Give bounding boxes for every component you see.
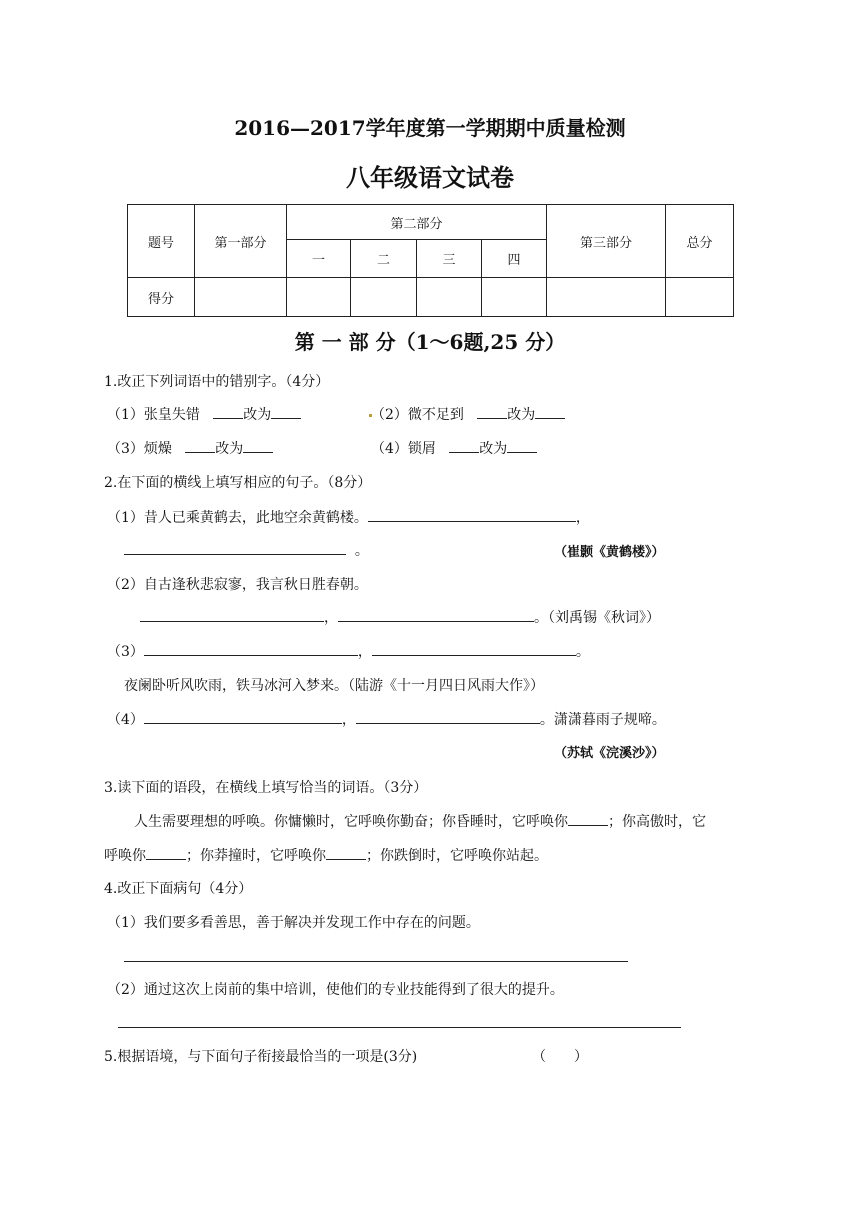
- score-cell-part1[interactable]: [195, 278, 287, 317]
- q2-poem-4: [107, 709, 666, 729]
- q2-poem-4-end: 。潇潇暮雨子规啼。: [539, 712, 666, 728]
- q2-poem-3: [107, 641, 590, 661]
- q1-item-3-mid: 改为: [215, 441, 244, 457]
- q2-blank-2b[interactable]: [338, 607, 534, 622]
- score-cell-sub3[interactable]: [417, 278, 482, 317]
- q2-poem-2-line2: [140, 607, 660, 627]
- score-cell-sub2[interactable]: [351, 278, 417, 317]
- q3-blank-2[interactable]: [146, 845, 186, 860]
- q3-text-e: ；你跌倒时，它呼唤你站起。: [366, 848, 548, 864]
- q1-item-4: [371, 438, 537, 458]
- exam-title: 2016—2017学年度第一学期期中质量检测: [234, 116, 626, 140]
- q1-blank-1a[interactable]: [213, 404, 243, 419]
- header-sub-4: 四: [482, 240, 547, 278]
- score-table: [127, 204, 734, 317]
- q2-blank-4b[interactable]: [356, 709, 540, 724]
- header-sub-3: 三: [417, 240, 482, 278]
- q3-text-c: 呼唤你: [104, 848, 146, 864]
- q1-blank-2b[interactable]: [535, 404, 565, 419]
- q2-poem-3-end: 。: [575, 644, 590, 660]
- section1-title: 第 一 部 分（1～6题,25 分）: [294, 330, 566, 354]
- q1-blank-3a[interactable]: [185, 438, 215, 453]
- q2-blank-2a[interactable]: [140, 607, 324, 622]
- q1-blank-4a[interactable]: [449, 438, 479, 453]
- q2-poem-2-end: 。（刘禹锡《秋词》）: [534, 610, 660, 626]
- q1-item-3-label: （3）烦燥: [107, 441, 172, 457]
- q2-poem-2-comma: ，: [324, 610, 338, 626]
- q1-item-2-mid: 改为: [507, 407, 536, 423]
- q3-stem: 3.读下面的语段，在横线上填写恰当的词语。（3分）: [104, 780, 428, 796]
- q5-stem: 5.根据语境，与下面句子衔接最恰当的一项是(3分): [104, 1049, 418, 1065]
- q3-blank-3[interactable]: [326, 845, 366, 860]
- header-part3: 第三部分: [547, 205, 666, 278]
- q1-item-1-label: （1）张皇失错: [107, 407, 200, 423]
- q1-item-4-mid: 改为: [479, 441, 508, 457]
- q5-answer-paren[interactable]: （ ）: [532, 1049, 588, 1065]
- header-sub-1: 一: [287, 240, 351, 278]
- score-cell-total[interactable]: [666, 278, 734, 317]
- score-cell-part3[interactable]: [547, 278, 666, 317]
- q1-item-3: [107, 438, 273, 458]
- q2-poem-3-label: （3）: [107, 644, 144, 660]
- q4-answer-line-1[interactable]: [124, 961, 628, 962]
- q2-stem: 2.在下面的横线上填写相应的句子。（8分）: [104, 475, 372, 491]
- q2-poem-2: （2）自古逢秋悲寂寥，我言秋日胜春朝。: [107, 577, 368, 593]
- header-question-no: 题号: [128, 205, 195, 278]
- header-total: 总分: [666, 205, 734, 278]
- q4-sentence-1: （1）我们要多看善思，善于解决并发现工作中存在的问题。: [107, 915, 480, 931]
- q1-stem: 1.改正下列词语中的错别字。（4分）: [104, 374, 330, 390]
- q1-blank-3b[interactable]: [243, 438, 273, 453]
- q3-text-a: 人生需要理想的呼唤。你慵懒时，它呼唤你勤奋；你昏睡时，它呼唤你: [134, 814, 568, 830]
- header-part2: 第二部分: [287, 205, 547, 240]
- q2-poem-1-source: （崔颢《黄鹤楼》）: [554, 545, 665, 560]
- q2-poem-1: [107, 507, 590, 527]
- q1-item-1: [107, 404, 301, 424]
- score-cell-sub1[interactable]: [287, 278, 351, 317]
- header-sub-2: 二: [351, 240, 417, 278]
- q4-sentence-2: （2）通过这次上岗前的集中培训，使他们的专业技能得到了很大的提升。: [107, 982, 564, 998]
- q4-answer-line-2[interactable]: [118, 1027, 681, 1028]
- q2-poem-1-line2: [124, 540, 369, 560]
- q2-blank-1b[interactable]: [124, 540, 346, 555]
- q1-item-2-label: （2）微不足到: [371, 407, 464, 423]
- exam-subtitle: 八年级语文试卷: [346, 163, 514, 192]
- q2-poem-4-source: （苏轼《浣溪沙》）: [554, 746, 665, 761]
- q3-blank-1[interactable]: [568, 811, 608, 826]
- q1-blank-4b[interactable]: [507, 438, 537, 453]
- q1-item-2: [371, 404, 565, 424]
- q2-poem-3-line2: 夜阑卧听风吹雨，铁马冰河入梦来。（陆游《十一月四日风雨大作》）: [124, 678, 544, 694]
- score-cell-sub4[interactable]: [482, 278, 547, 317]
- q2-poem-3-comma: ，: [357, 644, 372, 660]
- q3-passage-line2: [104, 845, 548, 865]
- q1-item-4-label: （4）锁屑: [371, 441, 436, 457]
- score-row-label: 得分: [128, 278, 195, 317]
- q2-blank-3a[interactable]: [144, 641, 358, 656]
- q4-stem: 4.改正下面病句（4分）: [104, 881, 253, 897]
- header-part1: 第一部分: [195, 205, 287, 278]
- q1-blank-2a[interactable]: [477, 404, 507, 419]
- q2-poem-4-comma: ，: [341, 712, 356, 728]
- q3-passage-line1: [134, 811, 706, 831]
- q2-blank-4a[interactable]: [144, 709, 342, 724]
- q2-poem-4-label: （4）: [107, 712, 144, 728]
- q3-text-d: ；你莽撞时，它呼唤你: [186, 848, 326, 864]
- q1-item-1-mid: 改为: [243, 407, 272, 423]
- q2-blank-1a[interactable]: [368, 507, 576, 522]
- q2-poem-1-comma: ，: [575, 510, 590, 526]
- q1-blank-1b[interactable]: [271, 404, 301, 419]
- q3-text-b: ；你高傲时，它: [608, 814, 706, 830]
- q2-blank-3b[interactable]: [372, 641, 576, 656]
- q2-poem-1-text: （1）昔人已乘黄鹤去，此地空余黄鹤楼。: [107, 510, 368, 526]
- q2-poem-1-end: 。: [354, 543, 369, 559]
